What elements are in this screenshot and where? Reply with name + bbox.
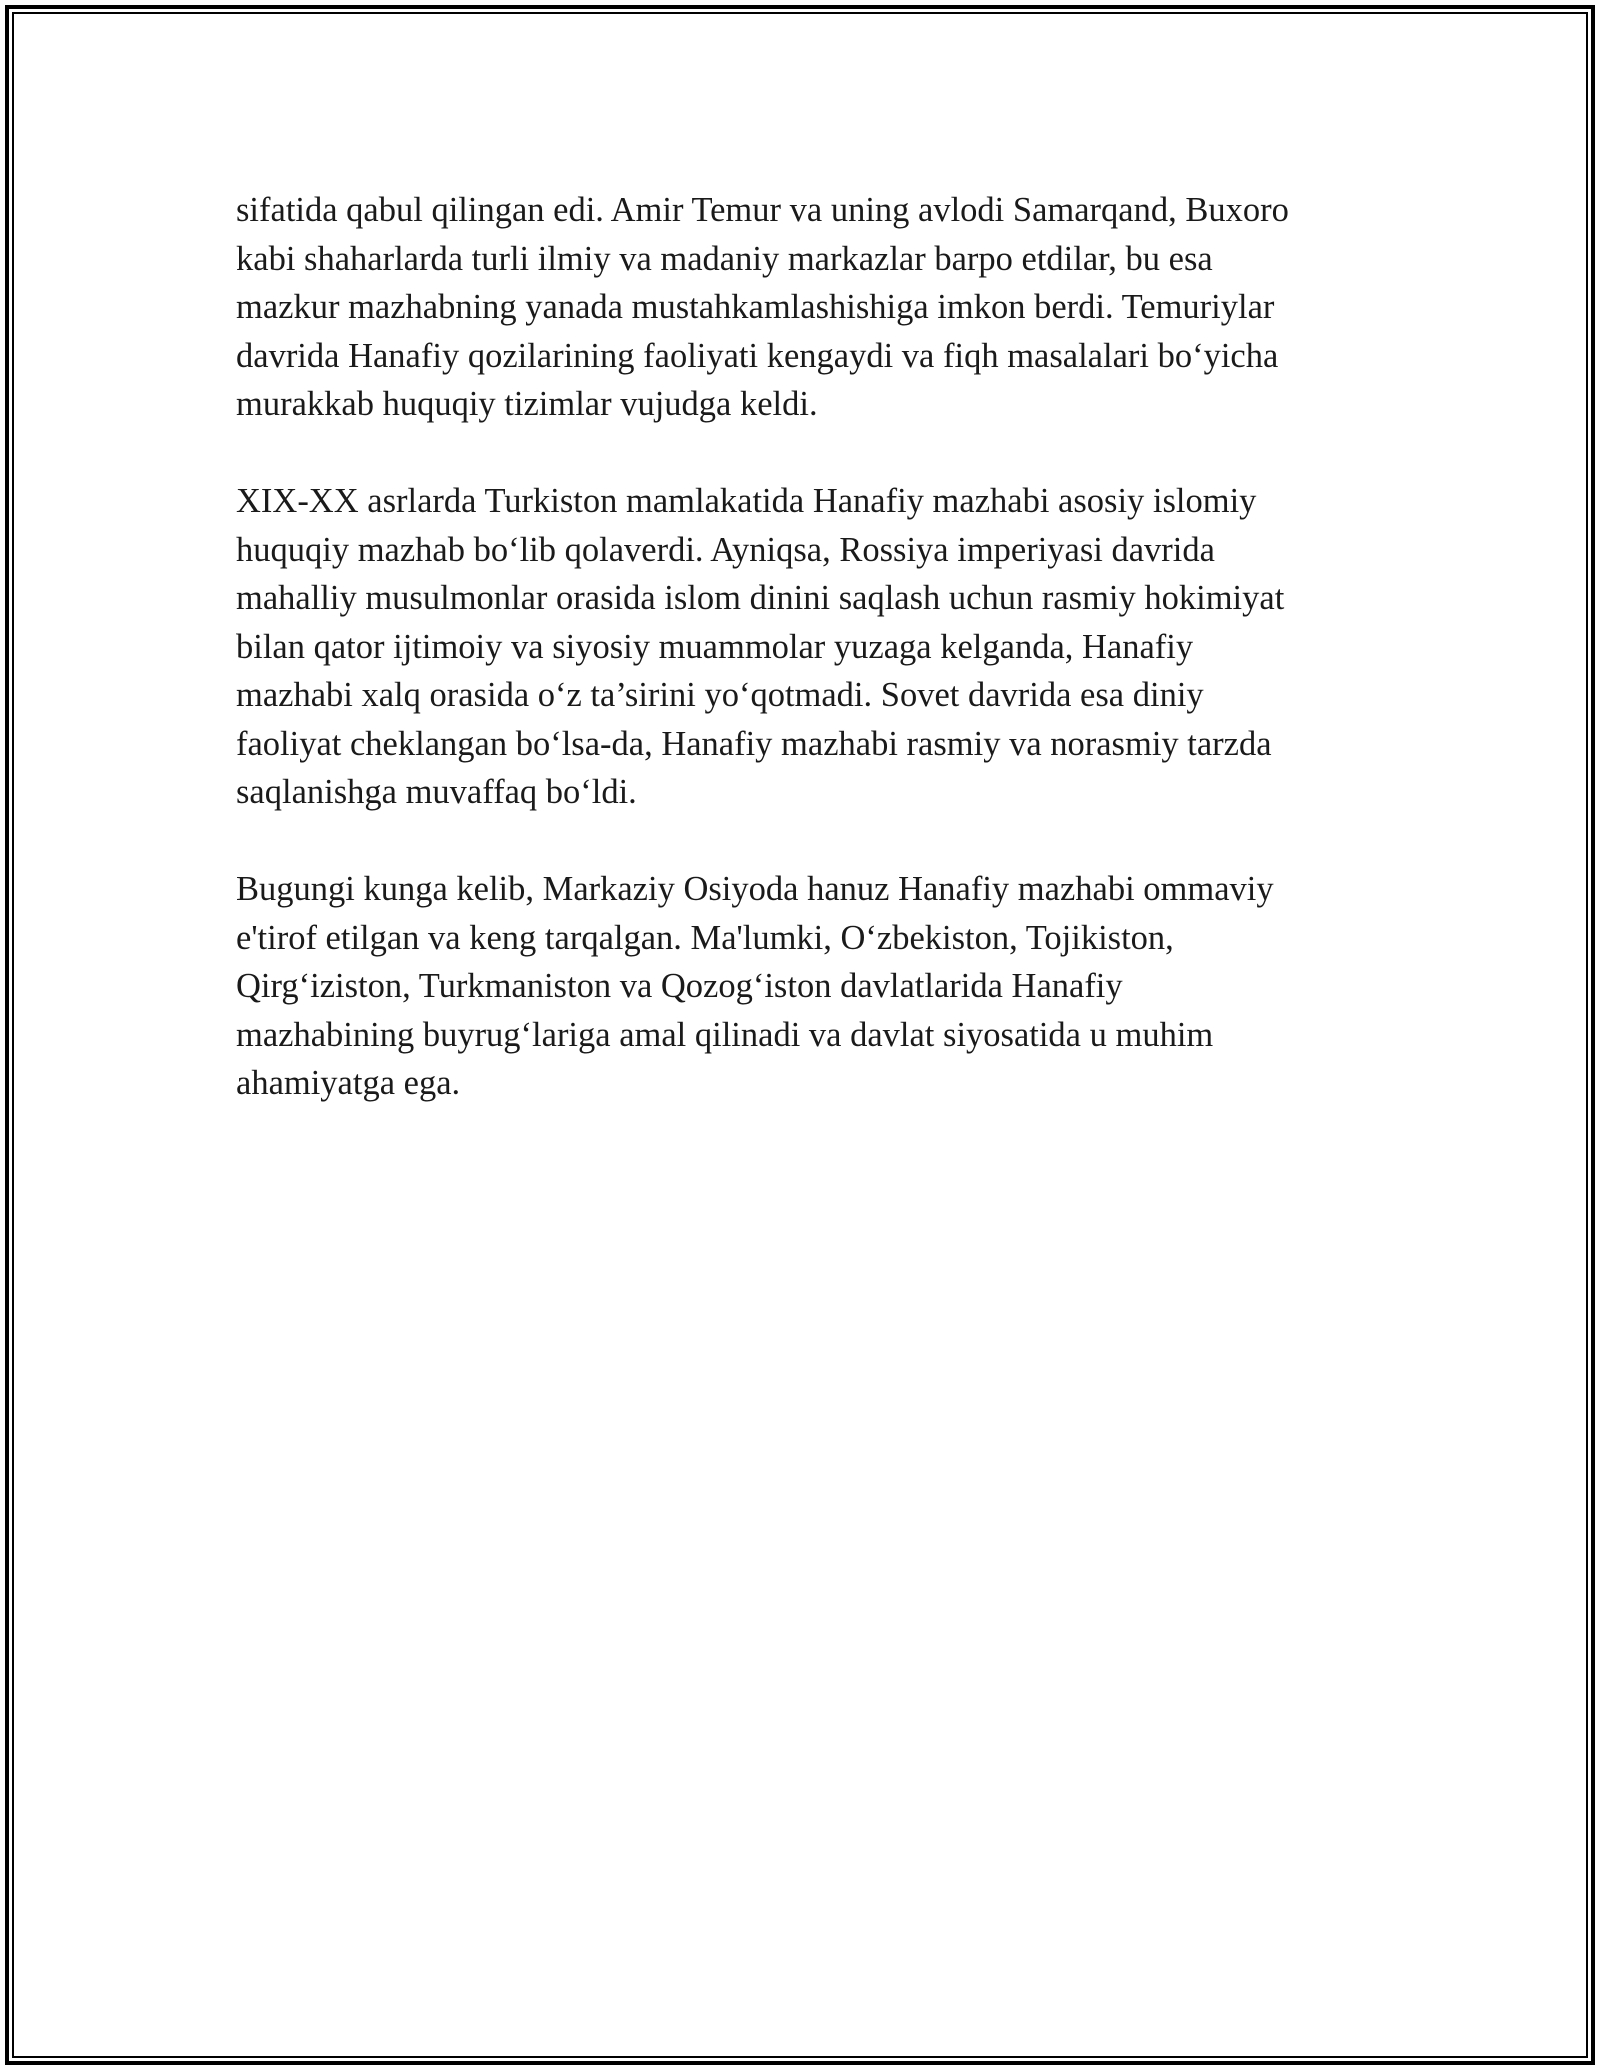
text-line: kabi shaharlarda turli ilmiy va madaniy markazlar barpo etdilar, bu esa <box>236 239 1213 278</box>
text-line: mazhabining buyrug‘lariga amal qilinadi va davlat siyosatida u muhim <box>236 1015 1214 1054</box>
text-line: davrida Hanafiy qozilarining faoliyati kengaydi va fiqh masalalari bo‘yicha <box>236 336 1279 375</box>
text-line: huquqiy mazhab bo‘lib qolaverdi. Ayniqsa, Rossiya imperiyasi davrida <box>236 530 1215 569</box>
text-line: ahamiyatga ega. <box>236 1064 461 1102</box>
text-line: XIX-XX asrlarda Turkiston mamlakatida Hanafiy mazhabi asosiy islomiy <box>236 482 1257 520</box>
text-line: e'tirof etilgan va keng tarqalgan. Ma'lumki, O‘zbekiston, Tojikiston, <box>236 918 1174 957</box>
document-body <box>236 186 1386 1156</box>
text-line: mazhabi xalq orasida o‘z ta’sirini yo‘qotmadi. Sovet davrida esa diniy <box>236 676 1204 714</box>
text-line: mazkur mazhabning yanada mustahkamlashishiga imkon berdi. Temuriylar <box>236 288 1275 326</box>
text-line: murakkab huquqiy tizimlar vujudga keldi. <box>236 385 818 423</box>
paragraph-temuriylar <box>236 186 1386 429</box>
text-line: saqlanishga muvaffaq bo‘ldi. <box>236 773 637 811</box>
text-line: sifatida qabul qilingan edi. Amir Temur va uning avlodi Samarqand, Buxoro <box>236 191 1289 229</box>
text-line: faoliyat cheklangan bo‘lsa-da, Hanafiy mazhabi rasmiy va norasmiy tarzda <box>236 724 1272 763</box>
text-line: Qirg‘iziston, Turkmaniston va Qozog‘iston davlatlarida Hanafiy <box>236 967 1123 1005</box>
text-line: bilan qator ijtimoiy va siyosiy muammolar yuzaga kelganda, Hanafiy <box>236 627 1194 666</box>
text-line: Bugungi kunga kelib, Markaziy Osiyoda hanuz Hanafiy mazhabi ommaviy <box>236 870 1274 908</box>
paragraph-turkiston <box>236 477 1386 817</box>
paragraph-markaziy-osiyo <box>236 865 1386 1108</box>
text-line: mahalliy musulmonlar orasida islom dinini saqlash uchun rasmiy hokimiyat <box>236 579 1285 617</box>
